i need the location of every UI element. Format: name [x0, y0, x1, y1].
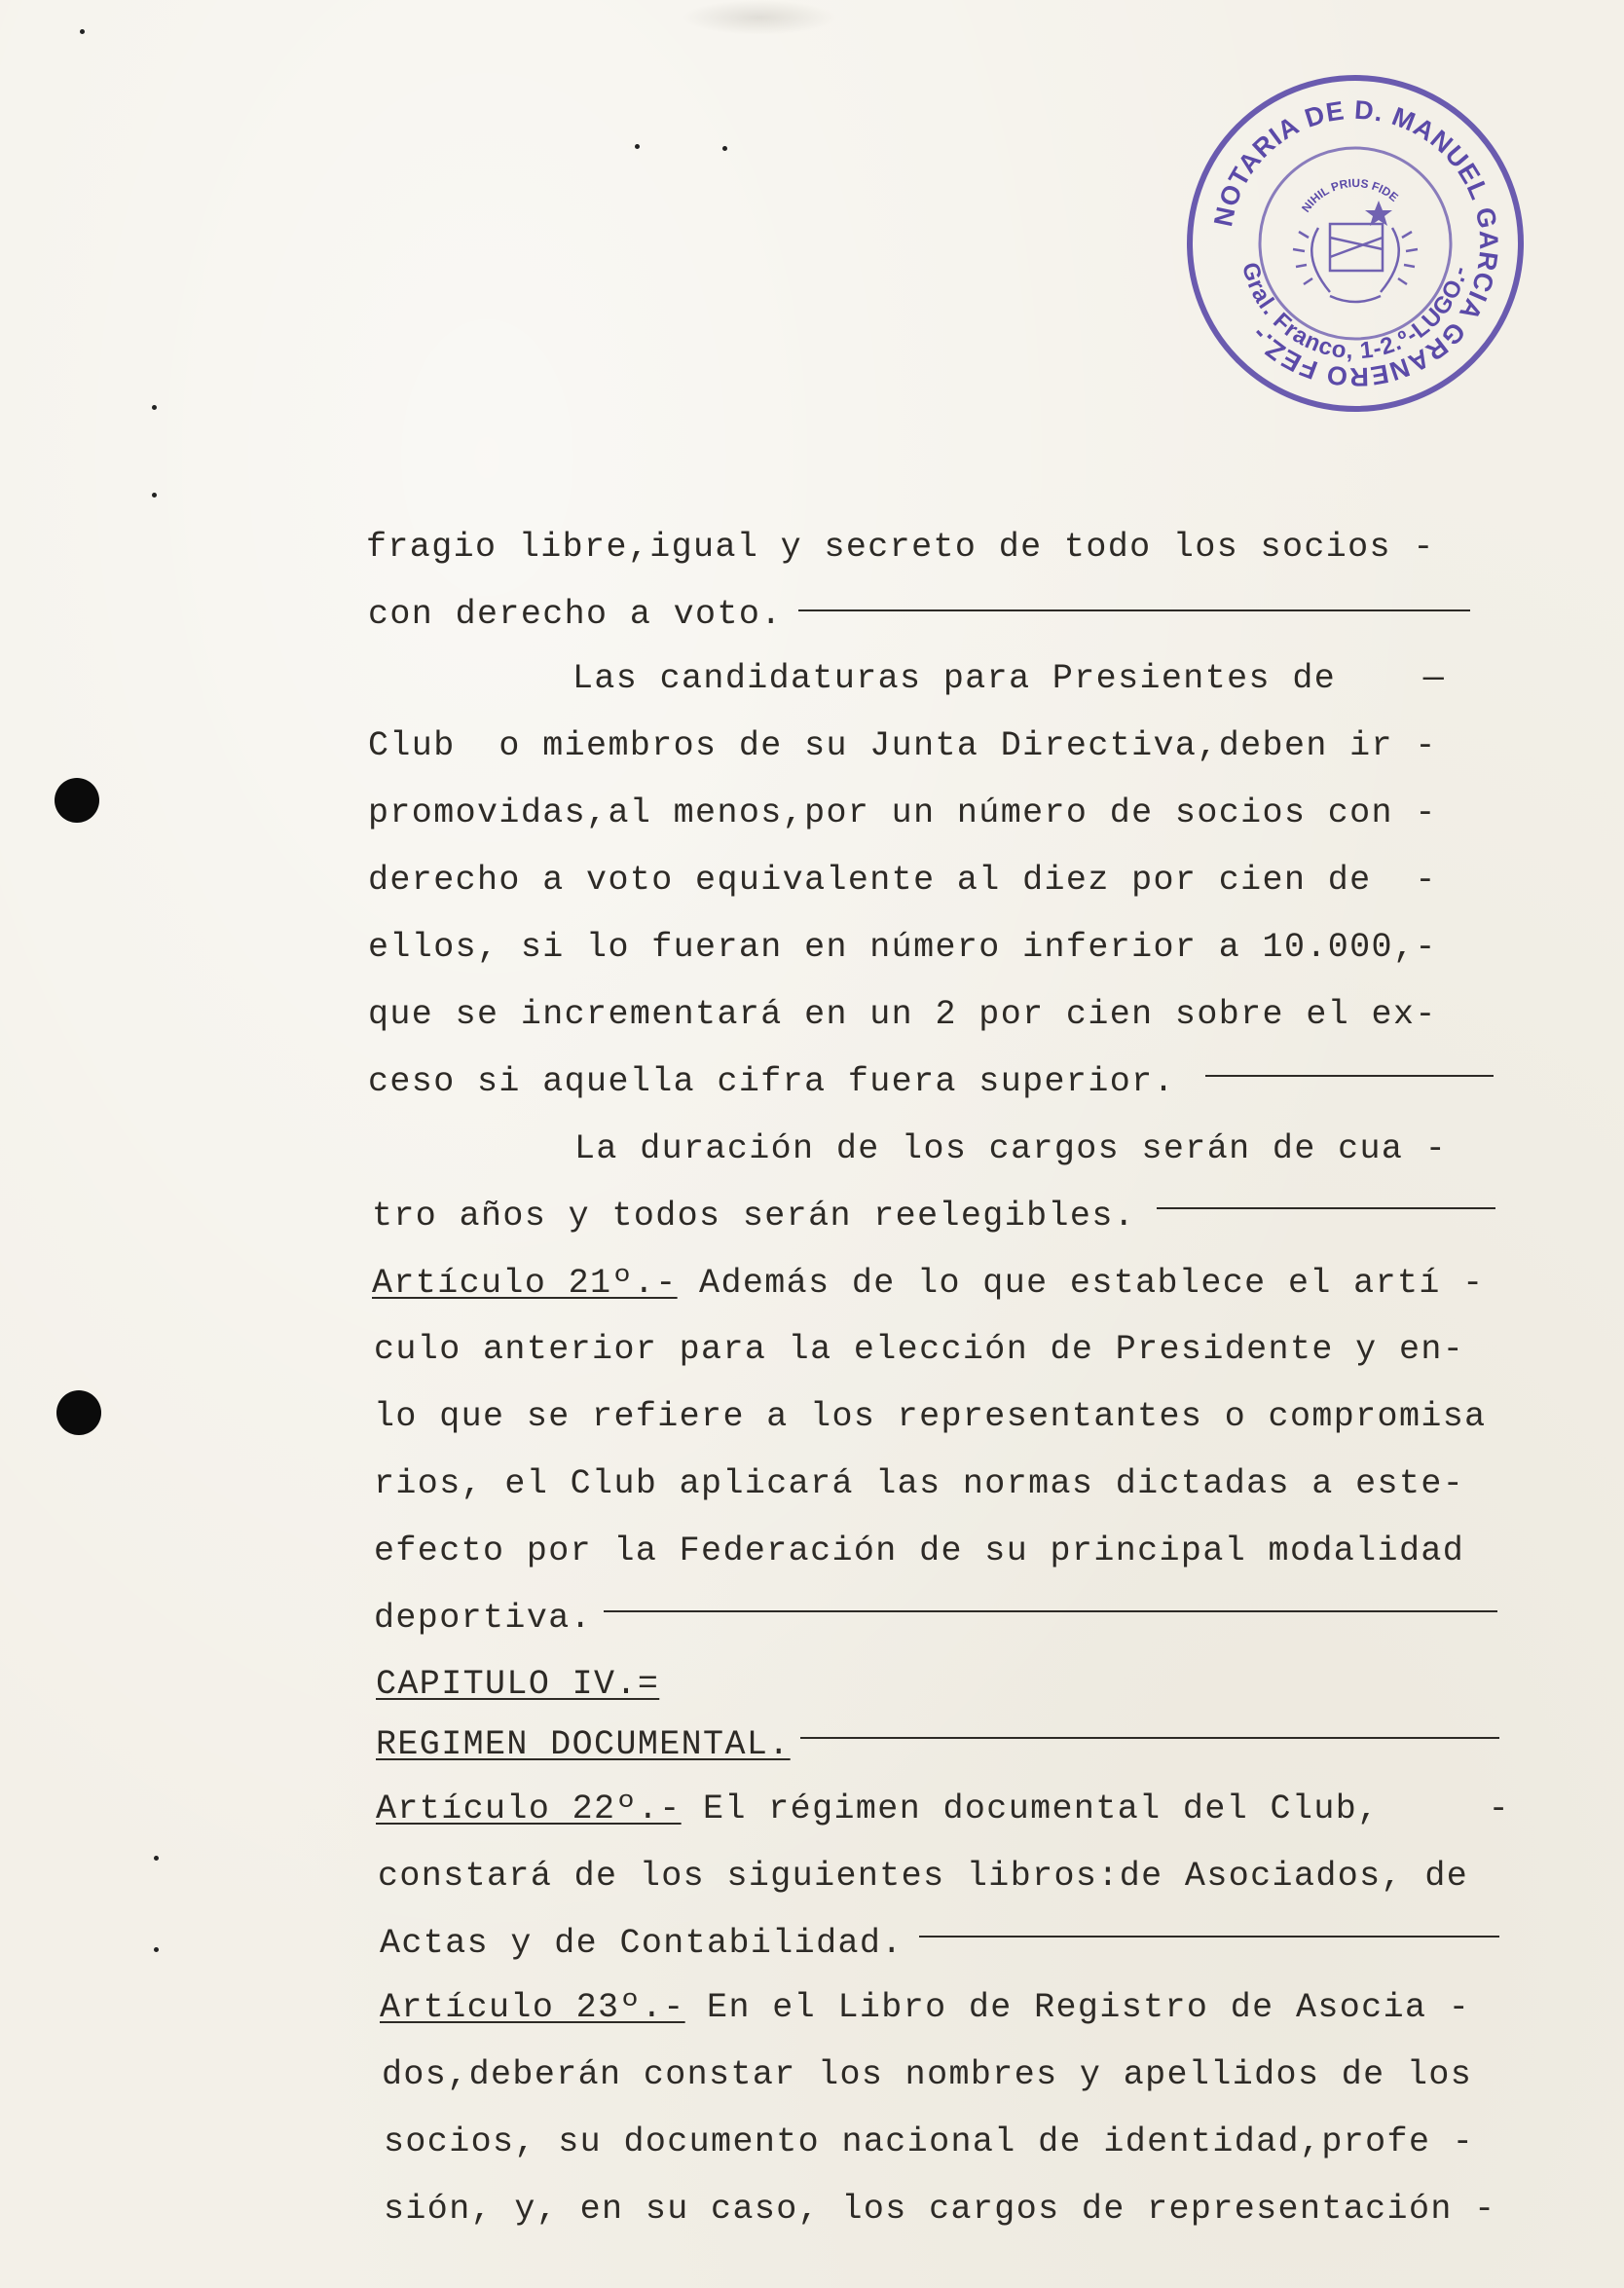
text-line: Las candidaturas para Presientes de —: [572, 659, 1446, 698]
text-line: Club o miembros de su Junta Directiva,deben ir -: [368, 726, 1437, 765]
margin-speck: [635, 144, 640, 149]
text-span: Además de lo que establece el artí -: [677, 1264, 1485, 1303]
text-span: El régimen documental del Club, -: [681, 1790, 1510, 1828]
text-line: promovidas,al menos,por un número de socios con -: [368, 793, 1437, 832]
text-line: fragio libre,igual y secreto de todo los socios -: [366, 528, 1435, 567]
text-line: lo que se refiere a los representantes o compromisa: [374, 1397, 1487, 1436]
text-line: ellos, si lo fueran en número inferior a 10.000,-: [368, 928, 1437, 967]
margin-speck: [152, 493, 157, 498]
margin-speck: [154, 1856, 159, 1861]
stamp-seal-text: NIHIL PRIUS FIDE: [1299, 175, 1401, 215]
punch-hole-bottom: [56, 1390, 101, 1435]
text-line: efecto por la Federación de su principal modalidad: [374, 1531, 1465, 1570]
text-line: que se incrementará en un 2 por cien sobre el ex-: [368, 995, 1437, 1034]
coat-of-arms-icon: [1293, 201, 1418, 302]
article-22-line-1: [376, 1792, 1510, 1827]
text-line: socios, su documento nacional de identidad,profe -: [384, 2122, 1475, 2161]
text-line: culo anterior para la elección de Presidente y en-: [374, 1330, 1465, 1369]
article-23-heading: Artículo 23º.-: [380, 1988, 685, 2027]
article-22-heading: Artículo 22º.-: [376, 1790, 682, 1828]
text-line: tro años y todos serán reelegibles.: [372, 1197, 1136, 1236]
margin-speck: [152, 405, 157, 410]
punch-hole-top: [55, 778, 99, 823]
text-line: sión, y, en su caso, los cargos de representación -: [384, 2190, 1496, 2229]
text-line: Actas y de Contabilidad.: [380, 1924, 904, 1963]
margin-speck: [80, 29, 85, 34]
bleed-through-mark: [682, 0, 837, 35]
fill-rule: [604, 1610, 1497, 1612]
fill-rule: [1205, 1075, 1494, 1077]
text-line: La duración de los cargos serán de cua -: [574, 1129, 1448, 1168]
text-line: derecho a voto equivalente al diez por cien de -: [368, 861, 1437, 900]
fill-rule: [800, 1737, 1499, 1739]
text-line: ceso si aquella cifra fuera superior.: [368, 1062, 1175, 1101]
fill-rule: [919, 1936, 1499, 1937]
stamp-inner-text: Gral. Franco, 1-2.º-LUGO.-: [1236, 259, 1474, 365]
text-line: dos,deberán constar los nombres y apellidos de los: [382, 2055, 1473, 2094]
margin-speck: [722, 146, 727, 151]
stamp-outer-text: NOTARIA DE D. MANUEL GARCIA GRANERO FEZ.-: [1208, 94, 1504, 392]
notary-stamp: [1184, 72, 1527, 415]
chapter-subtitle: REGIMEN DOCUMENTAL.: [376, 1725, 791, 1764]
text-line: con derecho a voto.: [368, 595, 783, 634]
text-span: En el Libro de Registro de Asocia -: [684, 1988, 1471, 2027]
fill-rule: [1157, 1207, 1495, 1209]
article-21-line-1: [372, 1264, 1485, 1303]
chapter-title: CAPITULO IV.=: [376, 1665, 660, 1704]
article-23-line-1: [380, 1988, 1471, 2027]
text-line: rios, el Club aplicará las normas dictadas a este-: [374, 1464, 1465, 1503]
text-line: constará de los siguientes libros:de Asociados, de: [378, 1857, 1469, 1896]
text-line: deportiva.: [374, 1599, 593, 1638]
margin-speck: [154, 1947, 159, 1952]
article-21-heading: Artículo 21º.-: [372, 1264, 678, 1303]
fill-rule: [798, 609, 1470, 611]
svg-text:NIHIL PRIUS FIDE: [1299, 176, 1401, 215]
